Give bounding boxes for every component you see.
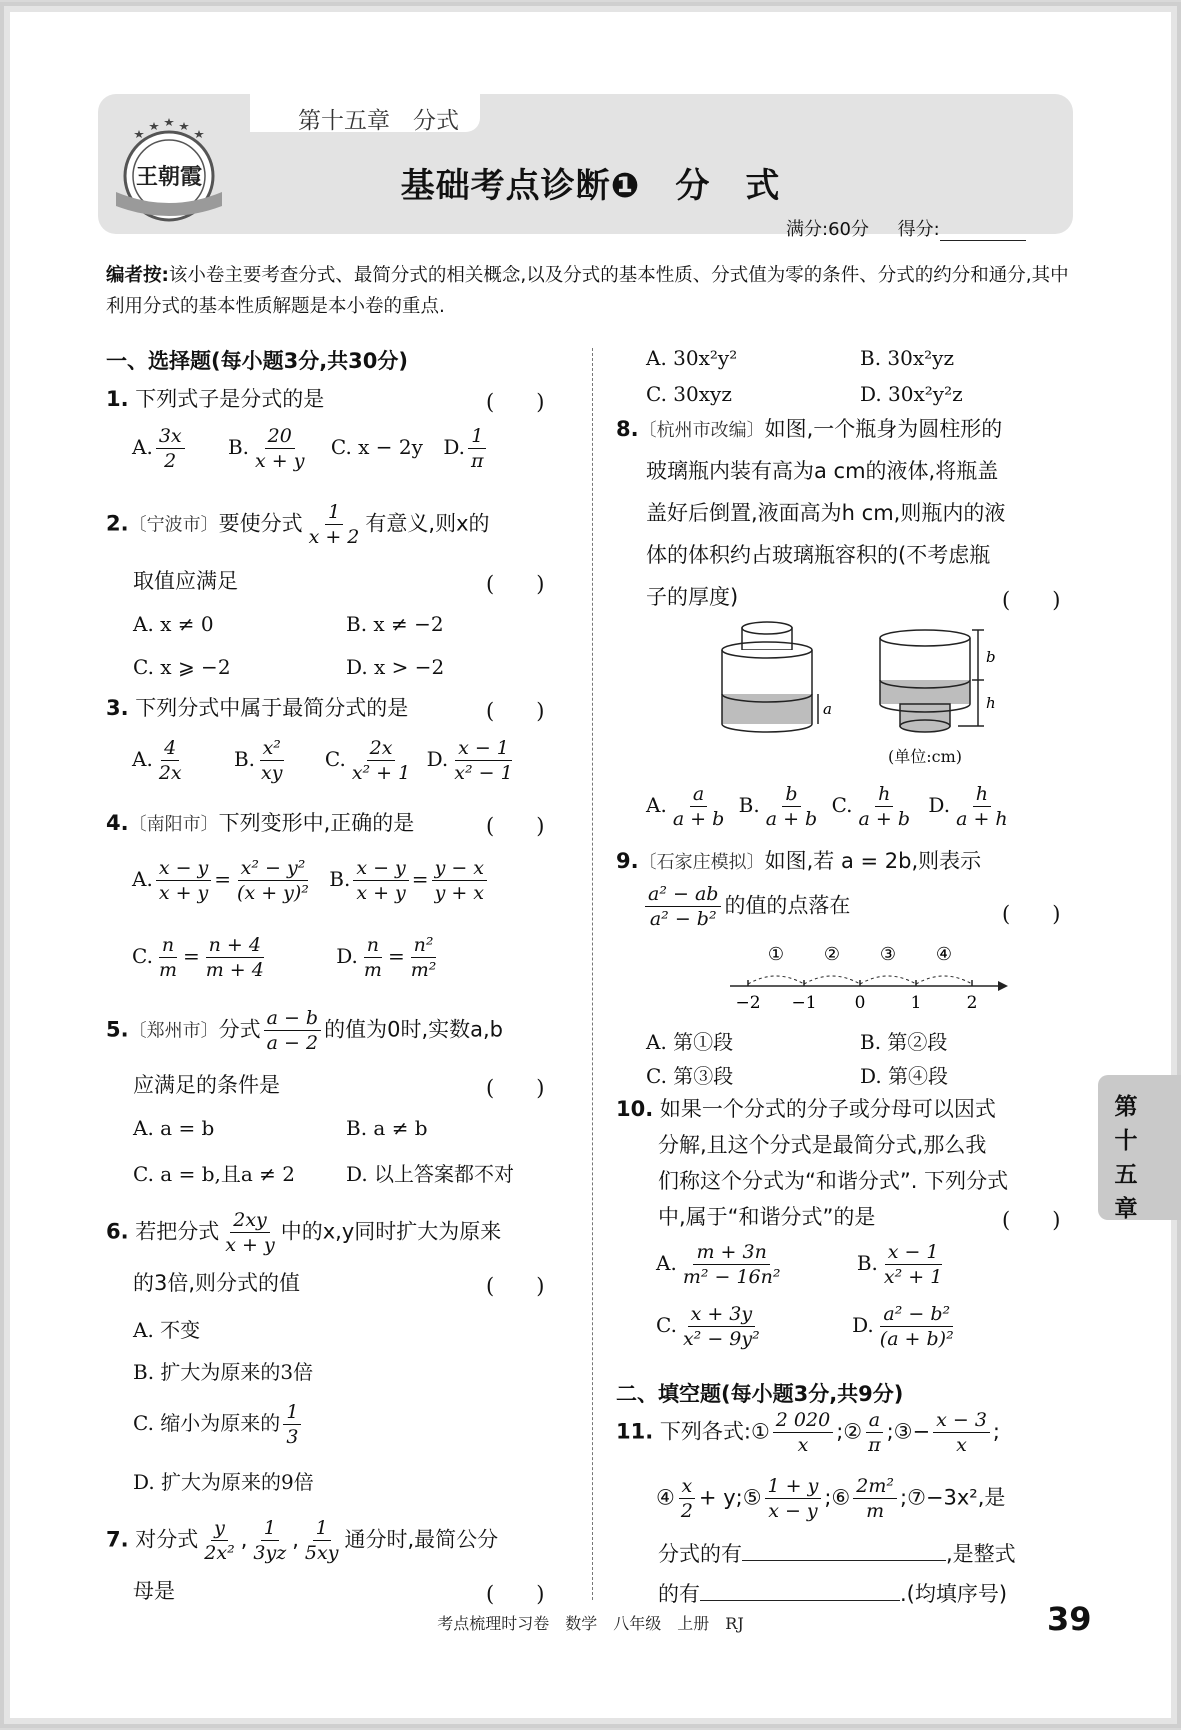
q8-line1 <box>616 416 1002 444</box>
q4-opt-b[interactable]: B. <box>329 867 351 891</box>
note-text: 该小卷主要考查分式、最简分式的相关概念,以及分式的基本性质、分式值为零的条件、分式的约分和通分,其中利用分式的基本性质解题是本小卷的重点. <box>106 265 1069 317</box>
fig-label-h: h <box>986 694 996 712</box>
q4-row2: C. $\frac{n}{m}$ = $\frac{n + 4}{m + 4}$ D. $\frac{n}{m}$ = $\frac{\text{n²}}{\text{m²}}$ <box>132 934 437 981</box>
q1-answer[interactable]: ( ) <box>486 390 545 414</box>
column-divider <box>592 348 593 1600</box>
q7-answer[interactable]: ( ) <box>486 1582 545 1606</box>
logo-text: 王朝霞 <box>135 164 202 190</box>
segment-label: ② <box>823 944 841 965</box>
q4-stem <box>106 810 414 838</box>
segment-arc <box>804 976 860 984</box>
q10-row1: A. $\frac{m + 3n}{\text{m² − 16n²}}$ B. $\frac{x - 1}{\text{x² + 1}}$ <box>656 1241 943 1288</box>
q3-answer[interactable]: ( ) <box>486 699 545 723</box>
q2-opt-a[interactable]: A. x ≠ 0 <box>133 612 214 636</box>
q3-frac-b: $\frac{\text{x²}}{xy}$ <box>261 737 283 784</box>
q8-source: 〔杭州市改编〕 <box>638 420 765 441</box>
q11-line3: 分式的有 ,是整式 <box>658 1542 1016 1566</box>
q10-line3: 们称这个分式为“和谐分式”. 下列分式 <box>658 1169 1009 1193</box>
q6-text2: 中的x,y同时扩大为原来 <box>280 1219 502 1244</box>
q4-row1: A. $\frac{x - y}{x + y}$ = $\frac{\text{x² − y²}}{\text{(x + y)²}}$ B. $\frac{x - y}{x + y}$ = $\frac{y - x}{y + x}$ <box>132 856 490 905</box>
q8-text1: 如图,一个瓶身为圆柱形的 <box>764 417 1003 441</box>
q10-line2: 分解,且这个分式是最简分式,那么我 <box>658 1133 987 1157</box>
q8-opt-b[interactable]: B. <box>738 793 760 817</box>
q3-num: 3. <box>106 696 129 720</box>
q3-options <box>132 736 519 785</box>
q6-opt-c-row: C. 缩小为原来的 $\frac{1}{3}$ <box>133 1400 304 1449</box>
q3-opt-b[interactable]: B. <box>233 747 256 771</box>
q1-text: 下列式子是分式的是 <box>135 387 325 411</box>
q7-opt-c[interactable]: C. 30xyz <box>646 382 732 406</box>
q5-opt-d[interactable]: D. 以上答案都不对 <box>346 1162 515 1186</box>
q1-opt-c[interactable]: C. x − 2y <box>330 435 423 459</box>
q10-answer[interactable]: ( ) <box>1002 1208 1061 1232</box>
q9-opt-d[interactable]: D. 第④段 <box>860 1064 949 1088</box>
q7-stem: 7. 对分式 $\frac{y}{\text{2x²}}$ , $\frac{1}{3yz}$ , $\frac{1}{5xy}$ 通分时,最简公分 <box>106 1517 499 1564</box>
q5-stem3: 应满足的条件是 <box>133 1073 280 1097</box>
q2-stem <box>106 500 490 549</box>
tick-label: −2 <box>735 993 761 1012</box>
q1-frac-d: $\frac{1}{\pi}$ <box>468 424 487 473</box>
fig-label-a: a <box>823 700 832 718</box>
q2-source: 〔宁波市〕 <box>128 514 219 536</box>
q2-opt-d[interactable]: D. x > −2 <box>346 655 445 679</box>
q4-opt-a[interactable]: A. <box>132 867 153 891</box>
q10-row2: C. $\frac{x + 3y}{\text{x² − 9y²}}$ D. $\frac{\text{a² − b²}}{\text{(a + b)²}}$ <box>656 1303 954 1350</box>
q6-text1: 若把分式 <box>135 1219 220 1244</box>
score-label: 得分: <box>897 219 940 240</box>
q8-options: A. $\frac{a}{a + b}$ B. $\frac{b}{a + b}$ C. $\frac{h}{a + b}$ D. $\frac{h}{a + h}$ <box>646 783 1008 830</box>
q11-blank-integral[interactable] <box>700 1580 900 1601</box>
q6-stem <box>106 1208 501 1257</box>
bottle-figure <box>700 618 1020 742</box>
footer-text: 考点梳理时习卷 数学 八年级 上册 RJ <box>437 1614 744 1633</box>
q9-opt-b[interactable]: B. 第②段 <box>860 1030 948 1054</box>
full-score: 满分:60分 <box>786 219 869 240</box>
q4-num: 4. <box>106 811 129 835</box>
tick-label: 2 <box>966 993 978 1012</box>
q1-opt-b[interactable]: B. <box>227 435 250 459</box>
q5-opt-c[interactable]: C. a = b,且a ≠ 2 <box>133 1162 295 1186</box>
q2-text1: 要使分式 <box>218 511 303 536</box>
q10-opt-a[interactable]: A. <box>656 1251 677 1275</box>
page-title: 基础考点诊断❶ 分 式 <box>400 166 781 206</box>
q5-source: 〔郑州市〕 <box>128 1020 219 1042</box>
q10-text1: 如果一个分式的分子或分母可以因式 <box>659 1097 996 1121</box>
q1-options <box>132 424 490 473</box>
q8-line3: 盖好后倒置,液面高为h cm,则瓶内的液 <box>646 501 1006 525</box>
fig-label-b: b <box>986 648 996 666</box>
q6-num: 6. <box>106 1219 129 1244</box>
q9-line2: $\frac{\text{a² − ab}}{\text{a² − b²}}$ 的值的点落在 <box>642 882 850 931</box>
tick-label: 1 <box>910 993 922 1012</box>
q4-text: 下列变形中,正确的是 <box>218 811 415 835</box>
q2-frac: $\frac{1}{x + 2}$ <box>308 501 360 548</box>
q8-line4: 体的体积约占玻璃瓶容积的(不考虑瓶 <box>646 543 991 567</box>
q7-num: 7. <box>106 1527 129 1552</box>
tick-label: 0 <box>854 993 866 1012</box>
q3-opt-d[interactable]: D. <box>426 747 449 771</box>
q2-answer[interactable]: ( ) <box>486 572 545 596</box>
q8-num: 8. <box>616 417 639 441</box>
q1-num: 1. <box>106 387 129 411</box>
q7-text1: 对分式 <box>135 1527 199 1552</box>
q6-frac: $\frac{2xy}{x + y}$ <box>225 1209 275 1256</box>
q8-opt-c[interactable]: C. <box>831 793 853 817</box>
q6-stem3: 的3倍,则分式的值 <box>133 1271 301 1295</box>
q10-line1 <box>616 1096 996 1122</box>
q1-opt-d[interactable]: D. <box>443 435 465 459</box>
number-line <box>720 942 1010 1012</box>
q4-answer[interactable]: ( ) <box>486 814 545 838</box>
chapter-side-label: 第十五章 <box>1114 1094 1138 1222</box>
q9-text1: 如图,若 a = 2b,则表示 <box>764 849 982 873</box>
q2-text2: 有意义,则x的 <box>365 511 490 536</box>
q7-opt-b[interactable]: B. 30x²yz <box>860 346 954 370</box>
segment-arc <box>860 976 916 984</box>
q3-frac-a: $\frac{4}{2x}$ <box>158 737 182 784</box>
q6-opt-c[interactable]: C. 缩小为原来的 <box>133 1411 281 1435</box>
q9-answer[interactable]: ( ) <box>1002 902 1061 926</box>
q10-opt-b[interactable]: B. <box>856 1251 878 1275</box>
q9-opt-c[interactable]: C. 第③段 <box>646 1064 734 1088</box>
segment-label: ① <box>767 944 785 965</box>
q1-opt-a[interactable]: A. <box>132 435 153 459</box>
bottle-upright <box>722 622 818 732</box>
q8-answer[interactable]: ( ) <box>1002 588 1061 612</box>
score-blank[interactable] <box>940 222 1026 241</box>
q2-opt-b[interactable]: B. x ≠ −2 <box>346 612 444 636</box>
q9-opt-a[interactable]: A. 第①段 <box>646 1030 734 1054</box>
q7-text2: 通分时,最简公分 <box>344 1527 499 1552</box>
q1-stem <box>106 386 324 412</box>
q5-answer[interactable]: ( ) <box>486 1076 545 1100</box>
q8-opt-d[interactable]: D. <box>928 793 951 817</box>
editor-note <box>106 260 1074 322</box>
q5-opt-a[interactable]: A. a = b <box>133 1116 215 1140</box>
q2-opt-c[interactable]: C. x ⩾ −2 <box>133 655 231 679</box>
note-label: 编者按: <box>106 265 169 286</box>
q7-stem3: 母是 <box>133 1579 175 1603</box>
q3-frac-c: $\frac{2x}{\text{x² + 1}}$ <box>351 737 411 784</box>
q9-num: 9. <box>616 849 639 873</box>
q11-num: 11. <box>616 1419 654 1444</box>
q5-opt-b[interactable]: B. a ≠ b <box>346 1116 428 1140</box>
q5-num: 5. <box>106 1017 129 1042</box>
q7-opt-a[interactable]: A. 30x²y² <box>646 346 738 370</box>
segment-label: ③ <box>879 944 897 965</box>
q11-blank-fraction[interactable] <box>742 1540 946 1561</box>
q4-opt-d[interactable]: D. <box>336 944 358 968</box>
score-area <box>786 215 1026 241</box>
q9-source: 〔石家庄模拟〕 <box>638 852 765 873</box>
q3-text: 下列分式中属于最简分式的是 <box>135 696 409 720</box>
q9-text2: 的值的点落在 <box>724 893 851 918</box>
q10-opt-d[interactable]: D. <box>852 1313 874 1337</box>
q10-line4: 中,属于“和谐分式”的是 <box>658 1205 876 1229</box>
fig-unit: (单位:cm) <box>888 747 963 766</box>
q3-stem <box>106 695 408 721</box>
q5-text1: 分式 <box>218 1017 261 1042</box>
q6-answer[interactable]: ( ) <box>486 1274 545 1298</box>
q5-stem <box>106 1006 503 1055</box>
q6-opt-a[interactable]: A. 不变 <box>133 1318 201 1342</box>
q2-num: 2. <box>106 511 129 536</box>
tick-label: −1 <box>791 993 817 1012</box>
q6-opt-d[interactable]: D. 扩大为原来的9倍 <box>133 1470 314 1494</box>
q8-opt-a[interactable]: A. <box>646 793 667 817</box>
q2-stem3: 取值应满足 <box>133 569 238 593</box>
section2-title: 二、填空题(每小题3分,共9分) <box>616 1382 904 1406</box>
q11-line4: 的有 .(均填序号) <box>658 1582 1008 1606</box>
q11-line2: ④ $\frac{x}{2}$ + y;⑤ $\frac{1 + y}{x - y}$ ;⑥ $\frac{\text{2m²}}{m}$ ;⑦−3x²,是 <box>656 1475 1006 1522</box>
segment-label: ④ <box>935 944 953 965</box>
q4-opt-c[interactable]: C. <box>132 944 153 968</box>
q8-line5: 子的厚度) <box>646 585 739 609</box>
q6-opt-b[interactable]: B. 扩大为原来的3倍 <box>133 1360 314 1384</box>
segment-arc <box>916 976 972 984</box>
q10-num: 10. <box>616 1097 654 1121</box>
q7-opt-d[interactable]: D. 30x²y²z <box>860 382 963 406</box>
segment-arc <box>748 976 804 984</box>
q5-frac: $\frac{a - b}{a - 2}$ <box>264 1006 322 1055</box>
q3-opt-a[interactable]: A. <box>132 747 153 771</box>
bottle-inverted <box>880 630 984 732</box>
q11-line1: 11. 下列各式:① $\frac{2 020}{x}$ ;② $\frac{a}{\pi}$ ;③− $\frac{x - 3}{x}$ ; <box>616 1409 1000 1456</box>
q1-frac-b: $\frac{20}{x + y}$ <box>255 425 305 472</box>
chapter-title: 第十五章 分式 <box>298 108 459 134</box>
section1-title: 一、选择题(每小题3分,共30分) <box>106 349 409 373</box>
q3-frac-d: $\frac{x - 1}{\text{x² − 1}}$ <box>454 737 513 784</box>
q4-source: 〔南阳市〕 <box>128 814 219 835</box>
q1-frac-a: $\frac{3x}{2}$ <box>156 424 185 473</box>
q3-opt-c[interactable]: C. <box>324 747 346 771</box>
q9-line1 <box>616 848 981 876</box>
q11-text: 下列各式: <box>659 1419 751 1444</box>
q10-opt-c[interactable]: C. <box>656 1313 677 1337</box>
q5-text2: 的值为0时,实数a,b <box>324 1017 504 1042</box>
q8-line2: 玻璃瓶内装有高为a cm的液体,将瓶盖 <box>646 459 999 483</box>
page-number: 39 <box>1047 1600 1092 1638</box>
